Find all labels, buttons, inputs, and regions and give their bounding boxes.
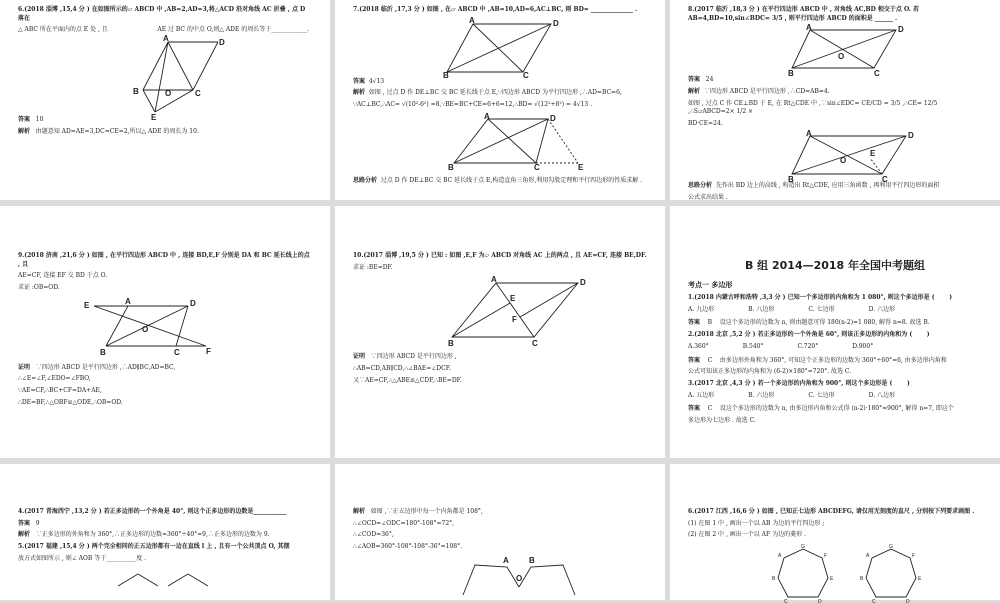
label-b: B <box>788 174 794 184</box>
question-text: 7.(2018 临沂 ,17,3 分 ) 如图 , 在▱ ABCD 中 ,AB=10,AD=6,AC⊥BC, 则 BD= ______________ . <box>353 6 638 13</box>
label-a: A <box>806 128 812 138</box>
label-c: C <box>195 89 201 99</box>
analysis-line: 解析 ∵四边形 ABCD 是平行四边形 ,∴CD=AB=4. <box>688 88 830 96</box>
analysis-line: 解析 ∵正多边形的外角和为 360°,∴正多边形的边数=360°÷40°=9,∴正多边形的边数为 9. <box>18 531 270 539</box>
label-b: B <box>529 555 535 565</box>
analysis-line-2: ∴∠OCD=∠ODC=180°-108°=72°, <box>353 519 455 527</box>
question-text: 8.(2017 临沂 ,18,3 分 ) 在平行四边形 ABCD 中 , 对角线 AC,BD 相交于点 O. 若 AB=4,BD=10,sin∠BDC= 3/5 , 则平行四边形 ABCD 的面积是 ______ . <box>688 6 922 22</box>
proof-line-1: 证明 ∵四边形 ABCD 是平行四边形 , <box>353 353 457 361</box>
label-c: C <box>784 599 788 603</box>
answer-2: 答案 C 由多边形外角和为 360°, 可知这个正多边形的边数为 360°÷60°=6, 由多边形内角和 <box>688 356 947 364</box>
heptagon-figure-2 <box>856 543 926 603</box>
label-f: F <box>912 553 916 560</box>
label-c: C <box>534 162 540 172</box>
label-d: D <box>219 38 225 48</box>
label-b: B <box>772 576 776 583</box>
label-c: C <box>872 599 876 603</box>
answer-line: 答案 24 <box>688 76 714 84</box>
label-d: D <box>906 599 910 603</box>
label-g: G <box>889 544 893 551</box>
label-e: E <box>870 148 876 158</box>
question-text-3: 求证 :OB=OD. <box>18 284 60 292</box>
proof-line-3: 又∵AE=CF,∴△ABE≌△CDF,∴BE=DF. <box>353 376 462 384</box>
label-d: D <box>550 113 556 123</box>
label-b: B <box>448 339 454 349</box>
slide-q6-fold[interactable] <box>0 0 330 200</box>
think-line-2: 公式求出结果 . <box>688 193 728 201</box>
label-d: D <box>580 278 586 288</box>
question-text-2: △ ABC 所在平面内的点 E 处 , 且 AE 过 BC 的中点 O,则△ ADE 的周长等于____________. <box>18 26 310 34</box>
label-o: O <box>165 89 172 99</box>
analysis-line-2: ∵AC⊥BC,∴AC= √(10²-6²) =8,∵BE=BC+CE=6+6=12,∴BD= √(12²+8²) = 4√13 . <box>353 101 593 109</box>
answer-2b: 公式可知该正多边形的内角和为 (6-2)×180°=720°. 故选 C. <box>688 368 852 376</box>
answer-line: 答案 4√13 <box>353 77 385 85</box>
question-text: 10.(2017 淄博 ,19,5 分 ) 已知 : 如图 ,E,F 为▱ ABCD 对角线 AC 上的两点 , 且 AE=CF, 连接 BE,DF. <box>353 252 647 259</box>
slide-q7-bd[interactable] <box>335 0 665 200</box>
question-5: 5.(2017 福建 ,15,4 分 ) 两个完全相同的正五边形都有一边在直线 l 上 , 且有一个公共顶点 O, 其摆 <box>18 543 290 551</box>
answer-line: 答案 10 <box>18 116 44 124</box>
analysis-line-3: BD·CE=24. <box>688 120 723 128</box>
parallelogram-figure-1 <box>443 15 563 80</box>
slide-q9-proof[interactable] <box>0 206 330 458</box>
label-e: E <box>84 300 90 310</box>
parallelogram-ef-figure <box>78 296 218 358</box>
analysis-line: 解析 如图 , 过点 D 作 DE⊥BC 交 BC 延长线于点 E,∵四边形 ABCD 为平行四边形 ,∴AD=BC=6, <box>353 89 622 97</box>
parallelogram-ac-figure <box>448 275 598 347</box>
label-f: F <box>512 315 517 325</box>
fold-figure <box>113 34 313 123</box>
analysis-line-2: 如图 , 过点 C 作 CE⊥BD 于 E, 在 Rt△CDE 中 ,∵sin∠EDC= CE/CD = 3/5 ,∴CE= 12/5 ,∴S▱ABCD=2× 1/2 × <box>688 99 940 116</box>
question-text-2: AE=CF, 连接 EF 交 BD 于点 O. <box>18 272 108 280</box>
label-b: B <box>133 87 139 97</box>
label-d: D <box>190 298 196 308</box>
section-title: B 组 2014—2018 年全国中考题组 <box>744 259 926 272</box>
label-a: A <box>491 275 497 285</box>
label-f: F <box>824 553 828 560</box>
question-text: 6.(2018 淄博 ,15,4 分 ) 在如图所示的▱ ABCD 中 ,AB=2,AD=3,将△ACD 沿对角线 AC 折叠 , 点 D 落在 <box>18 6 308 22</box>
label-a: A <box>866 553 870 560</box>
label-o: O <box>516 573 523 583</box>
label-c: C <box>523 70 529 80</box>
label-a: A <box>484 111 490 121</box>
question-2: 2.(2018 北京 ,5,2 分 ) 若正多边形的一个外角是 60°, 则该正多边形的内角和为 ( ) <box>688 331 930 339</box>
label-c: C <box>874 69 880 79</box>
think-line: 思路分析 过点 D 作 DE⊥BC 交 BC 延长线于点 E,构造直角三角形,利用勾股定理和平行四边形的性质求解 . <box>353 176 643 184</box>
label-b: B <box>860 576 864 583</box>
analysis-line-3: ∴∠COD=36°, <box>353 531 394 539</box>
answer-line: 答案 9 <box>18 519 40 527</box>
question-text: 9.(2018 济南 ,21,6 分 ) 如图 , 在平行四边形 ABCD 中 , 连接 BD,E,F 分别是 DA 和 BC 延长线上的点 , 且 <box>18 252 312 268</box>
label-o: O <box>142 324 149 334</box>
label-c: C <box>882 174 888 184</box>
question-text: 6.(2017 江西 ,16,6 分 ) 如图 , 已知正七边形 ABCDEFG, 请仅用无刻度的直尺 , 分别按下列要求画图 . <box>688 508 975 515</box>
options-1: A. 九边形 B. 八边形 C. 七边形 D. 六边形 <box>688 305 896 313</box>
instruction-1: (1) 在图 1 中 , 画出一个以 AB 为边的平行四边形 ; <box>688 519 825 527</box>
label-a: A <box>163 34 169 44</box>
slide-b-group-polygons[interactable] <box>670 206 1000 458</box>
label-c: C <box>174 347 180 357</box>
label-a: A <box>778 553 782 560</box>
proof-line-2: ∴∠E=∠F,∠EDO=∠FBO, <box>18 375 91 383</box>
pentagons-figure-partial <box>108 566 228 586</box>
slide-q4-q5[interactable] <box>0 464 330 600</box>
analysis-line: 解析 如图 ,∵正五边形中每一个内角都是 108°, <box>353 508 483 515</box>
label-d: D <box>898 25 904 35</box>
question-5b: 放方式如图所示 , 则∠ AOB 等于__________度 . <box>18 554 147 562</box>
label-d: D <box>818 599 822 603</box>
proof-line-3: ∵AE=CF,∴BC+CF=DA+AE, <box>18 387 102 395</box>
parallelogram-figure-2 <box>448 113 588 171</box>
slide-q10-proof[interactable] <box>335 206 665 458</box>
label-b: B <box>100 347 106 357</box>
proof-line-4: ∴DE=BF,∴△OBF≌△ODE,∴OB=OD. <box>18 398 123 406</box>
proof-line-1: 证明 ∵四边形 ABCD 是平行四边形 ,∴AD∥BC,AD=BC, <box>18 363 176 371</box>
label-e: E <box>918 576 922 583</box>
question-3: 3.(2017 北京 ,4,3 分 ) 若一个多边形的内角和为 900°, 则这个多边形是 ( ) <box>688 379 910 387</box>
heptagon-figures <box>768 543 982 603</box>
question-4: 4.(2017 青海西宁 ,13,2 分 ) 若正多边形的一个外角是 40°, 则这个正多边形的边数是___________ <box>18 508 287 515</box>
slide-q6-heptagon[interactable] <box>670 464 1000 603</box>
label-b: B <box>448 162 454 172</box>
label-o: O <box>838 52 845 62</box>
options-2: A.360° B.540° C.720° D.900° <box>688 342 874 350</box>
label-d: D <box>908 130 914 140</box>
label-a: A <box>469 15 475 25</box>
answer-3b: 多边形为七边形 . 故选 C. <box>688 416 756 424</box>
label-a: A <box>503 555 509 565</box>
answer-1: 答案 B 设这个多边形的边数为 n, 则由题意可得 180(n-2)=1 080, 解得 n=8. 故选 B. <box>688 319 930 327</box>
label-c: C <box>532 339 538 349</box>
label-b: B <box>788 69 794 79</box>
question-1: 1.(2018 内蒙古呼和浩特 ,3,3 分 ) 已知一个多边形的内角和为 1 080°, 则这个多边形是 ( ) <box>688 294 953 302</box>
label-a: A <box>806 23 812 33</box>
knowledge-point: 考点一 多边形 <box>688 280 733 289</box>
analysis-line-4: ∴∠AOB=360°-108°-108°-36°=108°. <box>353 543 462 551</box>
label-e: E <box>578 162 584 172</box>
proof-line-2: ∴AB=CD,AB∥CD,∴∠BAE=∠DCF. <box>353 365 451 373</box>
parallelogram-figure-1 <box>788 23 908 79</box>
slide-q8-area[interactable] <box>670 0 1000 200</box>
label-e: E <box>830 576 834 583</box>
analysis-line: 解析 由题意知 AD=AE=3,DC=CE=2,所以△ ADE 的周长为 10. <box>18 127 199 135</box>
label-a: A <box>125 296 131 306</box>
instruction-2: (2) 在图 2 中 , 画出一个以 AF 为边的菱形 . <box>688 531 806 539</box>
label-e: E <box>151 113 157 123</box>
label-e: E <box>510 294 516 304</box>
label-d: D <box>553 18 559 28</box>
heptagon-figure-1 <box>768 543 838 603</box>
label-b: B <box>443 70 449 80</box>
pentagons-figure <box>443 555 593 595</box>
parallelogram-figure-2 <box>788 128 918 184</box>
think-line: 思路分析 先作出 BD 边上的高线 , 构造出 Rt△CDE, 应用三角函数 , 再利用平行四边形的面积 <box>688 181 940 189</box>
options-3: A. 五边形 B. 六边形 C. 七边形 D. 八边形 <box>688 391 896 399</box>
slide-q5-analysis[interactable] <box>335 464 665 600</box>
label-o: O <box>840 155 847 165</box>
label-f: F <box>206 346 211 356</box>
label-g: G <box>801 544 805 551</box>
answer-3: 答案 C 设这个多边形的边数为 n, 由多边形内角和公式得 (n-2)·180°=900°, 解得 n=7, 即这个 <box>688 405 954 413</box>
question-text-2: 求证 :BE=DF. <box>353 263 393 271</box>
